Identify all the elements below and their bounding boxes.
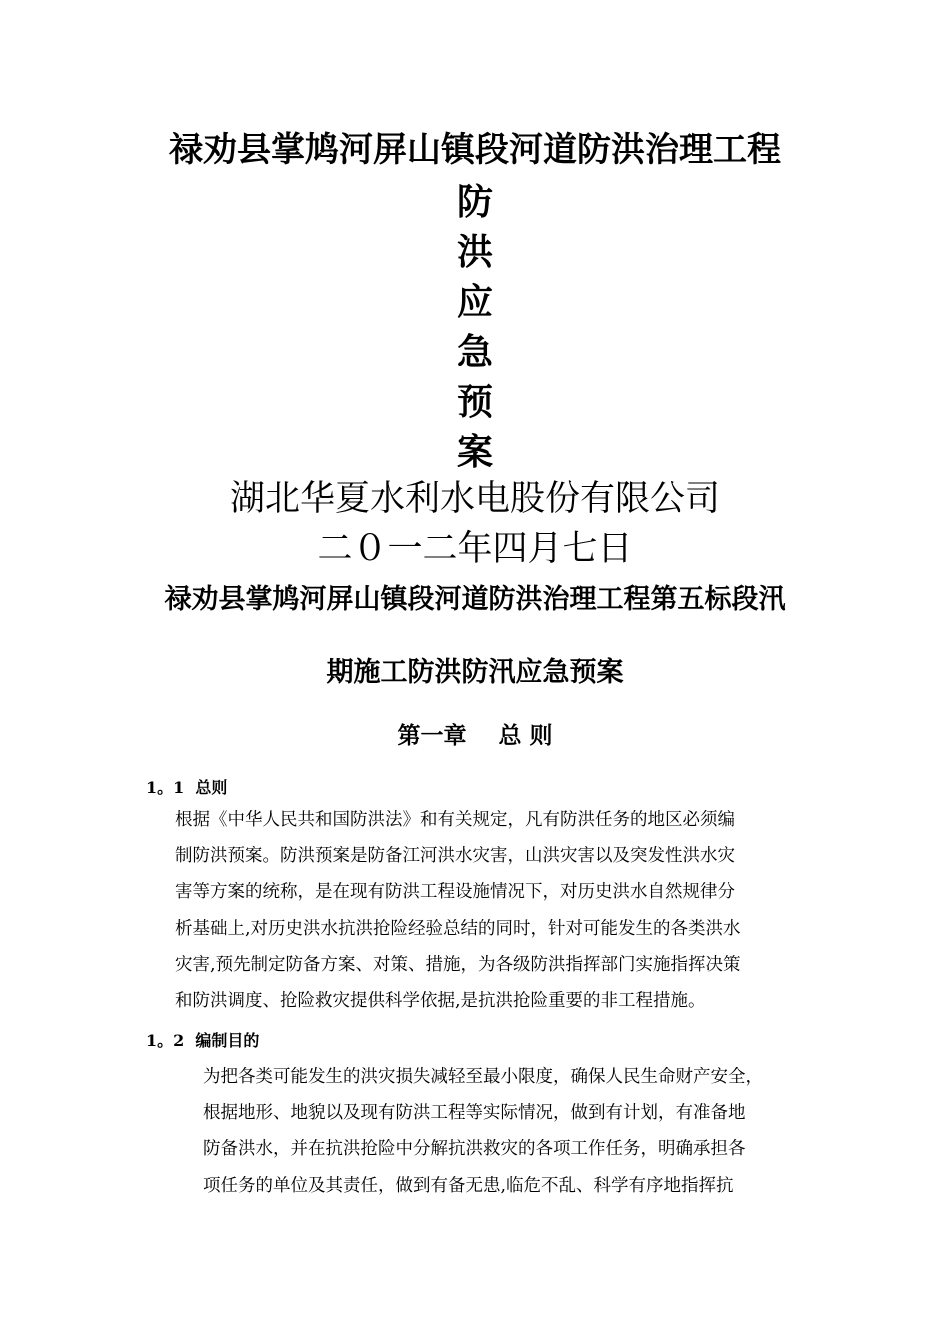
document-title-line-1: 禄劝县掌鸠河屏山镇段河道防洪治理工程第五标段汛 bbox=[164, 584, 786, 615]
paragraph-line: 根据地形、地貌以及现有防洪工程等实际情况，做到有计划，有准备地 bbox=[203, 1103, 746, 1124]
company-name: 湖北华夏水利水电股份有限公司 bbox=[229, 479, 720, 519]
paragraph-line: 制防洪预案。防洪预案是防备江河洪水灾害，山洪灾害以及突发性洪水灾 bbox=[175, 846, 735, 867]
paragraph-line: 防备洪水，并在抗洪抢险中分解抗洪救灾的各项工作任务，明确承担各 bbox=[203, 1139, 746, 1160]
vertical-char: 预 bbox=[456, 382, 493, 423]
section-heading: 1。1 总则 bbox=[146, 778, 228, 797]
paragraph-line: 析基础上,对历史洪水抗洪抢险经验总结的同时，针对可能发生的各类洪水 bbox=[175, 918, 741, 939]
section-body bbox=[203, 1059, 763, 1204]
section-body bbox=[175, 802, 741, 1019]
cover-vertical-title bbox=[0, 178, 950, 478]
cover-date: 二０一二年四月七日 bbox=[317, 529, 633, 569]
paragraph-line: 灾害,预先制定防备方案、对策、措施，为各级防洪指挥部门实施指挥决策 bbox=[175, 954, 741, 975]
document-title-line-2: 期施工防洪防汛应急预案 bbox=[326, 657, 624, 688]
paragraph-line: 害等方案的统称，是在现有防洪工程设施情况下，对历史洪水自然规律分 bbox=[175, 882, 735, 903]
vertical-char: 急 bbox=[456, 332, 493, 373]
section-heading: 1。2 编制目的 bbox=[146, 1031, 260, 1050]
paragraph-line: 根据《中华人民共和国防洪法》和有关规定，凡有防洪任务的地区必须编 bbox=[175, 810, 735, 830]
paragraph-line: 为把各类可能发生的洪灾损失减轻至最小限度，确保人民生命财产安全， bbox=[203, 1067, 763, 1087]
vertical-char: 洪 bbox=[456, 232, 493, 273]
cover-title: 禄劝县掌鸠河屏山镇段河道防洪治理工程 bbox=[169, 130, 781, 170]
vertical-char: 应 bbox=[456, 282, 493, 323]
paragraph-line: 项任务的单位及其责任，做到有备无患,临危不乱、科学有序地指挥抗 bbox=[203, 1175, 734, 1196]
vertical-char: 防 bbox=[456, 182, 493, 223]
chapter-heading: 第一章 总 则 bbox=[397, 722, 553, 749]
vertical-char: 案 bbox=[456, 432, 493, 473]
paragraph-line: 和防洪调度、抢险救灾提供科学依据,是抗洪抢险重要的非工程措施。 bbox=[175, 991, 706, 1012]
